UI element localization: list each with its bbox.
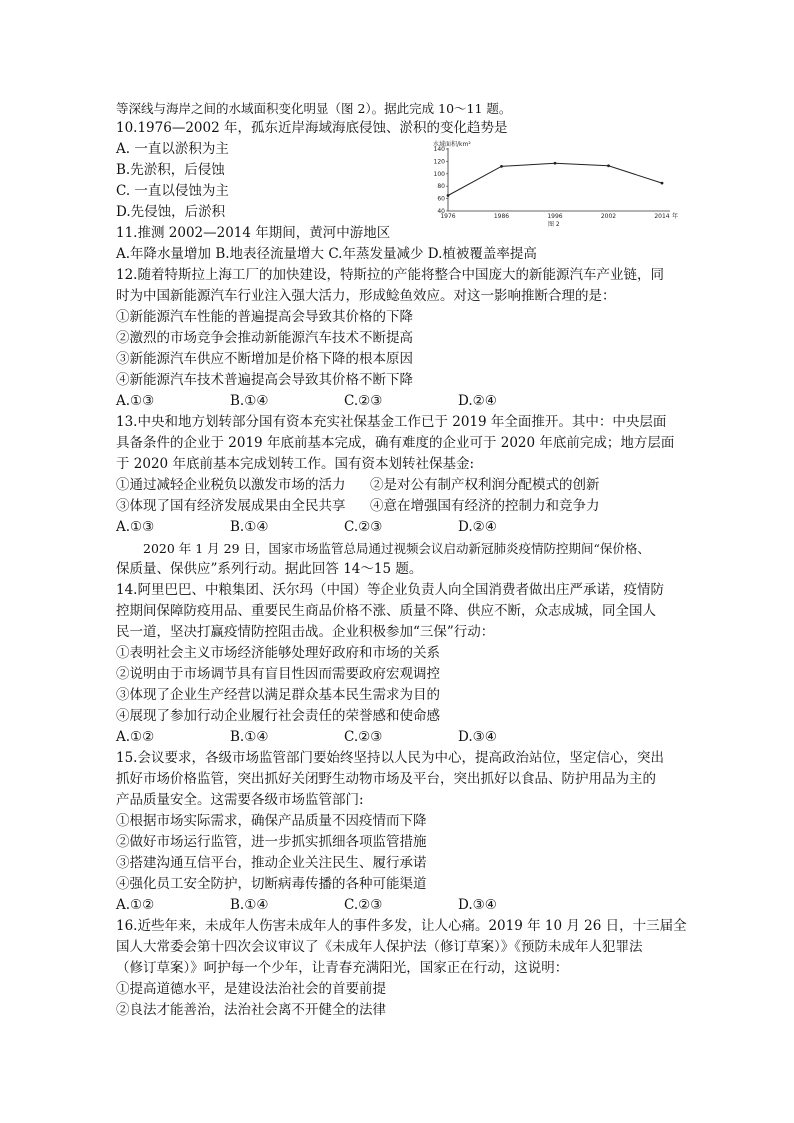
q13-option-a: A.①③ — [116, 519, 155, 535]
data-point — [447, 194, 450, 197]
y-tick-label: 80 — [437, 183, 445, 191]
q14-options — [116, 727, 572, 748]
q14-statement-2: ②说明由于市场调节具有盲目性因而需要政府宏观调控 — [116, 666, 440, 682]
q13-statement-4: ④意在增强国有经济的控制力和竞争力 — [370, 498, 600, 514]
q14-option-d: D.③④ — [458, 729, 497, 745]
chart-x-ticks — [440, 213, 669, 220]
q15-option-b: B.①④ — [230, 897, 269, 913]
q16-stem-line1: 16.近些年来，未成年人伤害未成年人的事件多发，让人心痛。2019 年 10 月 26 日，十三届全 — [116, 918, 687, 934]
q14-stem-line1: 14.阿里巴巴、中粮集团、沃尔玛（中国）等企业负责人向全国消费者做出庄严承诺，疫情防 — [116, 582, 664, 598]
q16-stem-line2: 国人大常委会第十四次会议审议了《未成年人保护法（修订草案）》《预防未成年人犯罪法 — [116, 939, 643, 955]
q12-statement-1: ①新能源汽车性能的普遍提高会导致其价格的下降 — [116, 309, 413, 325]
data-point — [607, 164, 610, 167]
y-tick-label: 60 — [437, 195, 445, 203]
q14-statement-3: ③体现了企业生产经营以满足群众基本民生需求为目的 — [116, 687, 440, 703]
q13-stem-line1: 13.中央和地方划转部分国有资本充实社保基金工作已于 2019 年全面推开。其中：中央层面 — [116, 414, 667, 430]
water-area-line-chart — [430, 139, 682, 229]
chart-caption: 图 2 — [548, 221, 560, 228]
q14-stem-line3: 民一道，坚决打赢疫情防控阻击战。企业积极参加“三保”行动： — [116, 624, 495, 640]
q15-option-a: A.①② — [116, 897, 155, 913]
y-tick-label: 140 — [433, 146, 445, 153]
x-tick-label: 2014 — [654, 213, 670, 220]
q13-options — [116, 517, 572, 538]
intro-text-14-15-line2: 保质量、保供应”系列行动。据此回答 14～15 题。 — [116, 561, 423, 577]
y-tick-label: 120 — [433, 158, 445, 166]
q11-options: A.年降水量增加 B.地表径流量增大 C.年蒸发量减少 D.植被覆盖率提高 — [116, 246, 537, 262]
x-tick-label: 2002 — [600, 213, 617, 220]
q10-option-b: B.先淤积，后侵蚀 — [116, 162, 225, 178]
data-point — [661, 182, 664, 185]
x-tick-label: 1986 — [493, 213, 510, 220]
q10-stem: 10.1976—2002 年，孤东近岸海域海底侵蚀、淤积的变化趋势是 — [116, 120, 508, 136]
data-point — [554, 162, 557, 165]
q12-stem-line2: 时为中国新能源汽车行业注入强大活力，形成鲶鱼效应。对这一影响推断合理的是： — [116, 288, 616, 304]
q12-option-b: B.①④ — [230, 393, 269, 409]
q12-option-c: C.②③ — [344, 393, 383, 409]
q15-statement-1: ①根据市场实际需求，确保产品质量不因疫情而下降 — [116, 813, 427, 829]
q10-option-a: A. 一直以淤积为主 — [116, 141, 229, 157]
intro-text-10-11: 等深线与海岸之间的水域面积变化明显（图 2）。据此完成 10～11 题。 — [116, 101, 512, 116]
q13-stem-line2: 具备条件的企业于 2019 年底前基本完成，确有难度的企业可于 2020 年底前完成；地方层面 — [116, 435, 675, 451]
q14-statement-1: ①表明社会主义市场经济能够处理好政府和市场的关系 — [116, 645, 440, 661]
q13-option-c: C.②③ — [344, 519, 383, 535]
q13-option-d: D.②④ — [458, 519, 497, 535]
q10-option-c: C. 一直以侵蚀为主 — [116, 183, 229, 199]
chart-y-ticks — [434, 146, 448, 215]
q16-statement-1: ①提高道德水平，是建设法治社会的首要前提 — [116, 981, 386, 997]
q15-stem-line1: 15.会议要求，各级市场监管部门要始终坚持以人民为中心，提高政治站位，坚定信心，突出 — [116, 750, 664, 766]
q13-statements-row1 — [116, 475, 624, 496]
q12-statement-4: ④新能源汽车技术普遍提高会导致其价格不断下降 — [116, 372, 413, 388]
q14-option-c: C.②③ — [344, 729, 383, 745]
q15-statement-3: ③搭建沟通互信平台，推动企业关注民生、履行承诺 — [116, 855, 427, 871]
chart-series-line — [448, 163, 662, 195]
q15-statement-4: ④强化员工安全防护，切断病毒传播的各种可能渠道 — [116, 876, 427, 892]
q15-option-c: C.②③ — [344, 897, 383, 913]
x-tick-label: 1976 — [440, 213, 456, 220]
data-point — [500, 165, 503, 168]
q13-statements-row2 — [116, 496, 624, 517]
q13-statement-1: ①通过减轻企业税负以激发市场的活力 — [116, 477, 346, 493]
q14-option-b: B.①④ — [230, 729, 269, 745]
q15-options — [116, 895, 572, 916]
q15-statement-2: ②做好市场运行监管，进一步抓实抓细各项监管措施 — [116, 834, 427, 850]
chart-points — [447, 162, 664, 197]
q12-statement-2: ②激烈的市场竞争会推动新能源汽车技术不断提高 — [116, 330, 413, 346]
q15-option-d: D.③④ — [458, 897, 497, 913]
chart-x-axis-label: 年 — [672, 213, 679, 220]
q12-options — [116, 391, 572, 412]
q15-stem-line2: 抓好市场价格监管，突出抓好关闭野生动物市场及平台，突出抓好以食品、防护用品为主的 — [116, 771, 656, 787]
q13-option-b: B.①④ — [230, 519, 269, 535]
q12-statement-3: ③新能源汽车供应不断增加是价格下降的根本原因 — [116, 351, 413, 367]
q15-stem-line3: 产品质量安全。这需要各级市场监管部门: — [116, 792, 364, 808]
q12-option-a: A.①③ — [116, 393, 155, 409]
x-tick-label: 1996 — [547, 213, 563, 220]
intro-text-14-15-line1: 2020 年 1 月 29 日，国家市场监管总局通过视频会议启动新冠肺炎疫情防控期间“保价格、 — [143, 541, 650, 556]
q14-stem-line2: 控期间保障防疫用品、重要民生商品价格不涨、质量不降、供应不断，众志成城，同全国人 — [116, 603, 656, 619]
q12-stem-line1: 12.随着特斯拉上海工厂的加快建设，特斯拉的产能将整合中国庞大的新能源汽车产业链，同 — [116, 267, 664, 283]
q14-option-a: A.①② — [116, 729, 155, 745]
q16-statement-2: ②良法才能善治，法治社会离不开健全的法律 — [116, 1002, 386, 1018]
q16-stem-line3: （修订草案）》呵护每一个少年，让青春充满阳光，国家正在行动，这说明： — [116, 960, 569, 976]
q10-option-d: D.先侵蚀，后淤积 — [116, 204, 226, 220]
y-tick-label: 100 — [433, 170, 445, 178]
y-tick-label: 40 — [437, 208, 445, 215]
chart-y-axis-label: 水域面积/km² — [433, 141, 471, 148]
q11-stem: 11.推测 2002—2014 年期间，黄河中游地区 — [116, 225, 391, 241]
q13-stem-line3: 于 2020 年底前基本完成划转工作。国有资本划转社保基金: — [116, 456, 474, 472]
q13-statement-2: ②是对公有制产权利润分配模式的创新 — [370, 477, 600, 493]
q12-option-d: D.②④ — [458, 393, 497, 409]
q14-statement-4: ④展现了参加行动企业履行社会责任的荣誉感和使命感 — [116, 708, 440, 724]
q13-statement-3: ③体现了国有经济发展成果由全民共享 — [116, 498, 346, 514]
